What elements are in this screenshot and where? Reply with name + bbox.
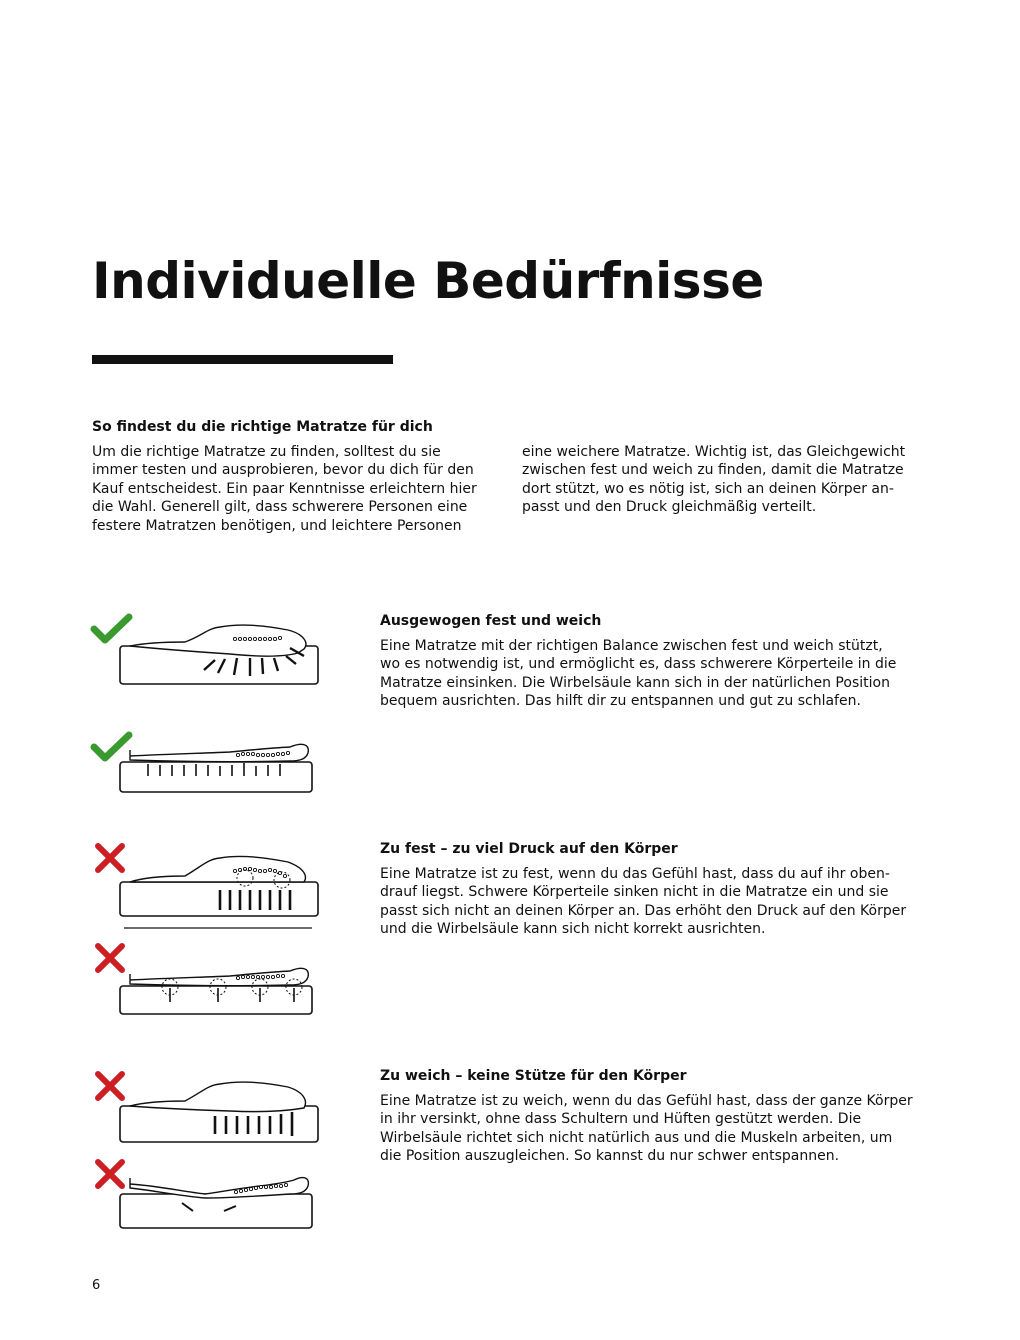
body-outline	[130, 1082, 305, 1111]
intro-line: passt und den Druck gleichmäßig verteilt.	[522, 499, 817, 516]
too-firm-illustration	[90, 840, 330, 1020]
section-body-too-soft	[380, 1092, 940, 1166]
section-line: in ihr versinkt, ohne dass Schultern und Hüften gestützt werden. Die	[380, 1111, 862, 1128]
section-line: Eine Matratze ist zu fest, wenn du das Gefühl hast, dass du auf ihr oben-	[380, 866, 890, 882]
intro-line: festere Matratzen benötigen, und leichtere Personen	[92, 517, 462, 534]
section-heading-too-firm: Zu fest – zu viel Druck auf den Körper	[380, 841, 678, 857]
section-line: wo es notwendig ist, und ermöglicht es, dass schwerere Körperteile in die	[380, 656, 897, 673]
intro-line: Um die richtige Matratze zu finden, solltest du sie	[92, 444, 441, 460]
balanced-side-sleeper-illustration	[90, 610, 330, 800]
intro-line: eine weichere Matratze. Wichtig ist, das Gleichgewicht	[522, 444, 906, 460]
check-icon	[94, 617, 129, 640]
intro-line: die Wahl. Generell gilt, dass schwerere Personen eine	[92, 499, 468, 516]
intro-line: zwischen fest und weich zu finden, damit die Matratze	[522, 462, 904, 479]
page-number: 6	[92, 1278, 101, 1293]
section-line: Wirbelsäule richtet sich nicht natürlich aus und die Muskeln arbeiten, um	[380, 1129, 893, 1146]
mattress	[120, 1106, 318, 1142]
section-line: Eine Matratze ist zu weich, wenn du das Gefühl hast, dass der ganze Körper	[380, 1093, 913, 1109]
section-body-too-firm	[380, 865, 940, 939]
title-underline	[92, 355, 393, 364]
cross-icon	[98, 946, 122, 970]
cross-icon	[98, 1074, 122, 1098]
section-line: Eine Matratze mit der richtigen Balance zwischen fest und weich stützt,	[380, 638, 883, 654]
intro-column-1	[92, 443, 512, 535]
intro-line: Kauf entscheidest. Ein paar Kenntnisse erleichtern hier	[92, 480, 477, 497]
cross-icon	[98, 1162, 122, 1186]
intro-line: immer testen und ausprobieren, bevor du dich für den	[92, 462, 474, 479]
section-line: bequem ausrichten. Das hilft dir zu entspannen und gut zu schlafen.	[380, 693, 861, 710]
section-body-balanced	[380, 637, 940, 711]
section-line: Matratze einsinken. Die Wirbelsäule kann sich in der natürlichen Position	[380, 674, 890, 691]
section-line: passt sich nicht an deinen Körper an. Das erhöht den Druck auf den Körper	[380, 902, 907, 919]
intro-heading: So findest du die richtige Matratze für dich	[92, 419, 433, 435]
intro-column-2	[522, 443, 942, 517]
cross-icon	[98, 846, 122, 870]
section-heading-balanced: Ausgewogen fest und weich	[380, 613, 602, 629]
section-line: drauf liegst. Schwere Körperteile sinken nicht in die Matratze ein und sie	[380, 884, 889, 901]
section-heading-too-soft: Zu weich – keine Stütze für den Körper	[380, 1068, 687, 1084]
too-soft-illustration	[90, 1068, 330, 1238]
check-icon	[94, 735, 129, 758]
section-line: und die Wirbelsäule kann sich nicht korrekt ausrichten.	[380, 921, 766, 938]
intro-line: dort stützt, wo es nötig ist, sich an deinen Körper an-	[522, 480, 894, 497]
section-line: die Position auszugleichen. So kannst du nur schwer entspannen.	[380, 1148, 840, 1165]
body-outline	[130, 856, 305, 882]
page-title: Individuelle Bedürfnisse	[92, 252, 764, 310]
